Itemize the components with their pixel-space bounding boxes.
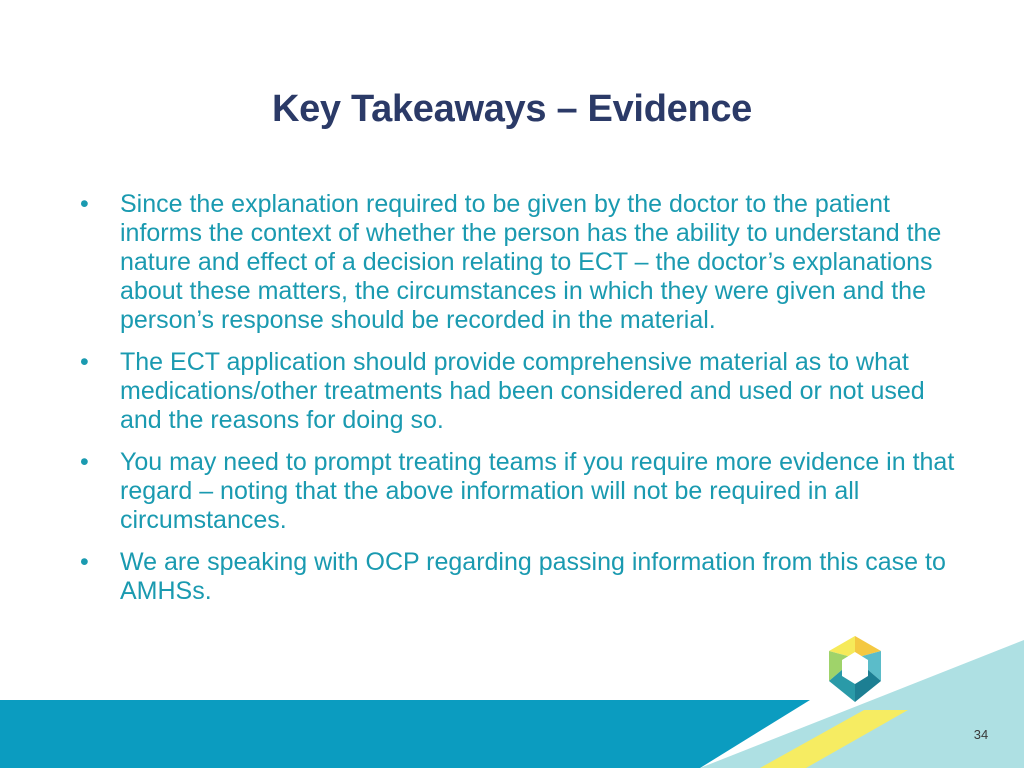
bullet-text: We are speaking with OCP regarding passing information from this case to AMHSs. [120, 548, 946, 605]
bullet-marker: • [80, 190, 89, 218]
bullet-marker: • [80, 548, 89, 576]
bullet-marker: • [80, 348, 89, 376]
blue-band [0, 700, 810, 768]
slide-title: Key Takeaways – Evidence [271, 88, 753, 130]
bullet-item [78, 548, 958, 606]
bullet-text: Since the explanation required to be given by the doctor to the patient informs the context of whether the person has the ability to understand the nature and effect of a decision relating to ECT – the doctor’s explanations about these matters, the circumstances in which they were given and the person’s response should be recorded in the material. [120, 190, 942, 334]
hexagon-logo-icon [824, 634, 886, 704]
page-number: 34 [973, 727, 989, 742]
bullet-text: The ECT application should provide comprehensive material as to what medications/other treatments had been considered and used or not used and the reasons for doing so. [120, 348, 925, 434]
bullet-marker: • [80, 448, 89, 476]
bullet-item [78, 348, 958, 435]
bullet-item [78, 190, 958, 335]
bullet-text: You may need to prompt treating teams if you require more evidence in that regard – noting that the above information will not be required in all circumstances. [120, 448, 955, 534]
bullet-item [78, 448, 958, 535]
bullet-list [78, 190, 958, 619]
